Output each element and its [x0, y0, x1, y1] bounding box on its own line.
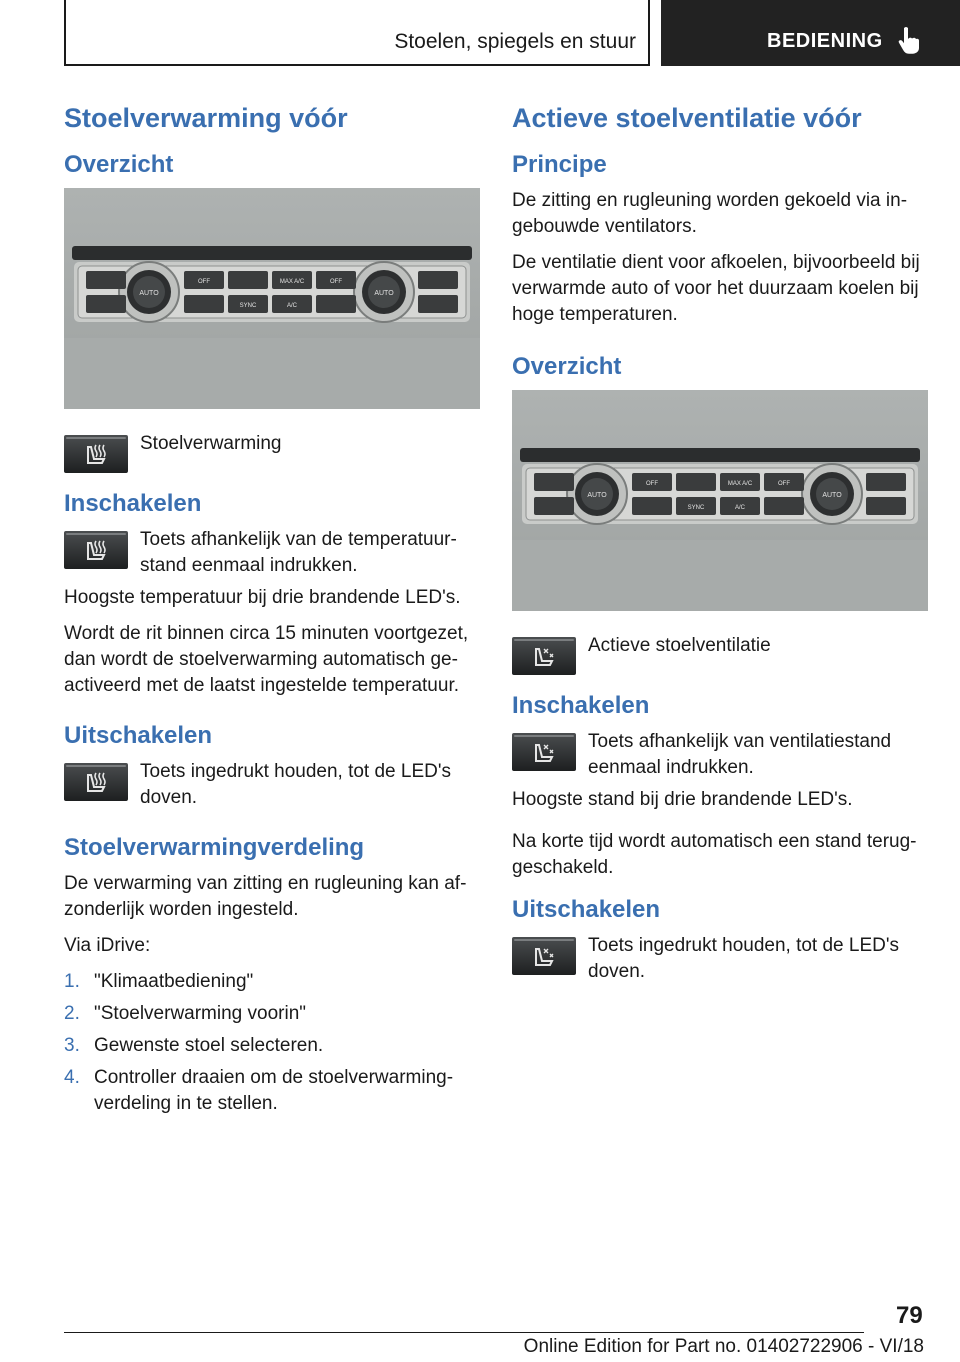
- seat-heating-button-icon: [64, 763, 128, 801]
- svg-text:MAX A/C: MAX A/C: [727, 481, 753, 487]
- right-column: [512, 100, 930, 991]
- overview-heading: Overzicht: [512, 353, 622, 380]
- seat-ventilation-button-icon: [512, 937, 576, 975]
- svg-text:AUTO: AUTO: [822, 492, 842, 499]
- principle-paragraph: De zitting en rugleuning worden gekoeld via ingebouwde ventilators.: [512, 190, 908, 237]
- seat-heating-button-icon: [64, 435, 128, 473]
- enable-heading: Inschakelen: [512, 692, 650, 719]
- enable-paragraph: Hoogste stand bij drie brandende LED's.: [512, 789, 853, 810]
- enable-paragraph-2: Wordt de rit binnen circa 15 minuten voortgezet, dan wordt de stoelverwarming automatisch geactiveerd met de laatst ingestelde temperatuur.: [64, 623, 469, 696]
- seat-ventilation-key-label: Actieve stoelventilatie: [588, 635, 771, 656]
- chapter-tab: [661, 0, 960, 66]
- svg-text:AUTO: AUTO: [374, 290, 394, 297]
- seat-heating-key-row: [64, 431, 482, 473]
- enable-paragraph-2: Na korte tijd wordt automatisch een stand teruggeschakeld.: [512, 831, 917, 878]
- left-column: [64, 100, 482, 1123]
- seat-heating-button-icon: [64, 531, 128, 569]
- climate-panel-photo: [512, 390, 928, 611]
- disable-key-row: [512, 933, 930, 985]
- step-text: Controller draaien om de stoelverwarmingverdeling in te stellen.: [94, 1067, 454, 1114]
- footer-divider: [64, 1332, 864, 1333]
- disable-instruction: Toets ingedrukt houden, tot de LED's doven.: [588, 935, 899, 982]
- step-number: 4.: [64, 1067, 80, 1088]
- seat-heating-title: Stoelverwarming vóór: [64, 103, 348, 133]
- step-text: "Klimaatbediening": [94, 971, 254, 992]
- svg-text:MAX A/C: MAX A/C: [279, 279, 305, 285]
- seat-ventilation-title: Actieve stoelventilatie vóór: [512, 103, 862, 133]
- svg-text:SYNC: SYNC: [687, 505, 705, 511]
- svg-text:A/C: A/C: [734, 505, 746, 511]
- step-text: "Stoelverwarming voorin": [94, 1003, 307, 1024]
- enable-instruction: Toets afhankelijk van de temperatuurstand eenmaal indrukken.: [140, 529, 457, 576]
- svg-text:OFF: OFF: [330, 279, 342, 285]
- list-item: [64, 1001, 482, 1027]
- disable-heading: Uitschakelen: [512, 896, 661, 923]
- disable-key-row: [64, 759, 482, 811]
- principle-heading: Principe: [512, 151, 607, 178]
- climate-panel-photo: [64, 188, 480, 409]
- svg-text:OFF: OFF: [778, 481, 790, 487]
- enable-paragraph: Hoogste temperatuur bij drie brandende LED's.: [64, 587, 461, 608]
- enable-key-row: [512, 729, 930, 781]
- list-item: [64, 1065, 482, 1117]
- step-text: Gewenste stoel selecteren.: [94, 1035, 324, 1056]
- enable-instruction: Toets afhankelijk van ventilatiestand eenmaal indrukken.: [588, 731, 892, 778]
- enable-key-row: [64, 527, 482, 579]
- svg-text:OFF: OFF: [646, 481, 658, 487]
- step-number: 2.: [64, 1003, 80, 1024]
- seat-ventilation-key-row: [512, 633, 930, 675]
- steps-list: [64, 969, 482, 1117]
- distribution-paragraph: De verwarming van zitting en rugleuning kan afzonderlijk worden ingesteld.: [64, 873, 467, 920]
- step-number: 3.: [64, 1035, 80, 1056]
- disable-heading: Uitschakelen: [64, 722, 213, 749]
- enable-heading: Inschakelen: [64, 490, 202, 517]
- svg-text:AUTO: AUTO: [139, 290, 159, 297]
- overview-heading: Overzicht: [64, 151, 174, 178]
- pointing-hand-icon: [897, 26, 921, 56]
- seat-ventilation-button-icon: [512, 637, 576, 675]
- step-number: 1.: [64, 971, 80, 992]
- section-title: Stoelen, spiegels en stuur: [394, 30, 636, 53]
- page-header: [0, 0, 960, 66]
- svg-text:A/C: A/C: [286, 303, 298, 309]
- distribution-heading: Stoelverwarmingverdeling: [64, 834, 365, 861]
- svg-text:SYNC: SYNC: [239, 303, 257, 309]
- seat-heating-key-label: Stoelverwarming: [140, 433, 282, 454]
- principle-paragraph-2: De ventilatie dient voor afkoelen, bijvoorbeeld bij verwarmde auto of voor het duurzaam koelen bij hoge temperaturen.: [512, 252, 920, 325]
- svg-text:OFF: OFF: [198, 279, 210, 285]
- svg-text:AUTO: AUTO: [587, 492, 607, 499]
- seat-ventilation-button-icon: [512, 733, 576, 771]
- edition-footer: Online Edition for Part no. 01402722906 - VI/18: [523, 1336, 924, 1357]
- list-item: [64, 969, 482, 995]
- disable-instruction: Toets ingedrukt houden, tot de LED's doven.: [140, 761, 451, 808]
- idrive-paragraph: Via iDrive:: [64, 935, 151, 956]
- page-number: 79: [896, 1302, 923, 1329]
- chapter-label: BEDIENING: [767, 30, 883, 52]
- list-item: [64, 1033, 482, 1059]
